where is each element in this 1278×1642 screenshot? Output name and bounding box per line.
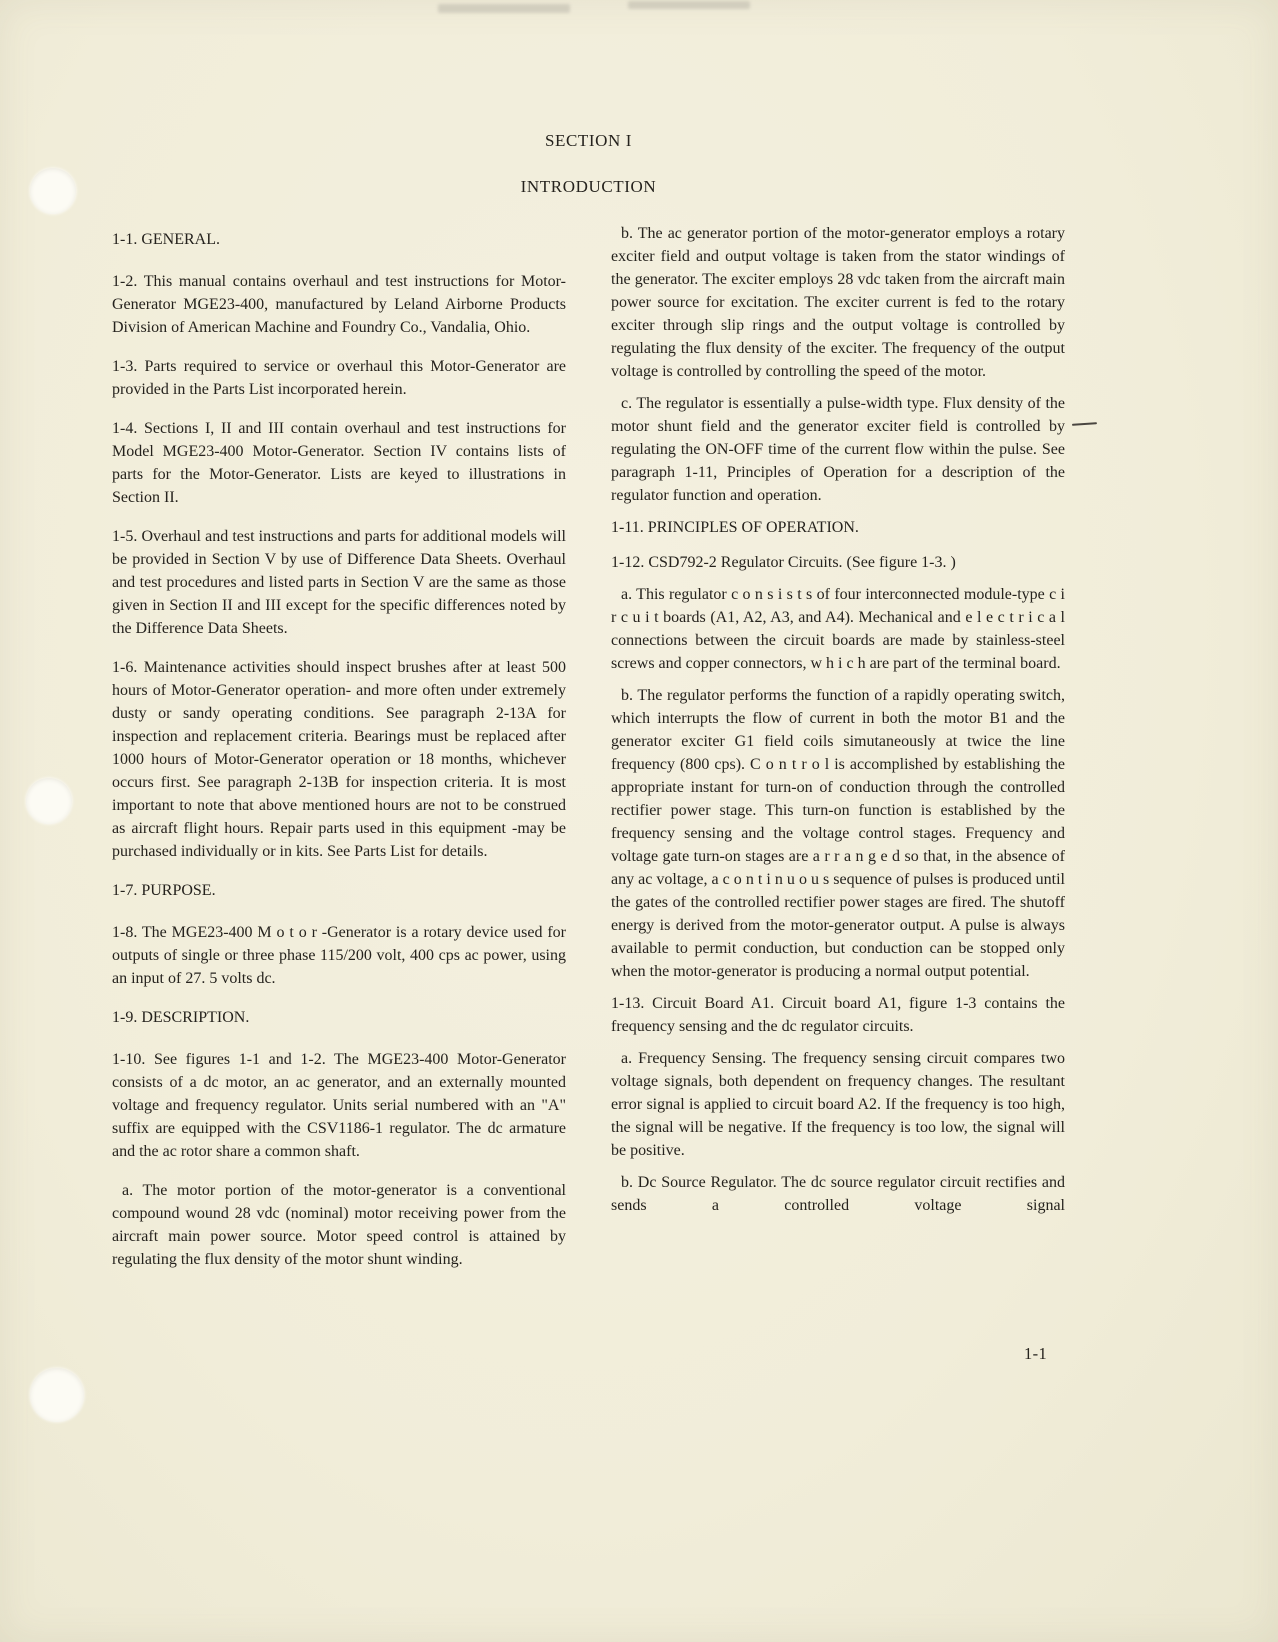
page-header — [112, 131, 1065, 197]
handwritten-dash-mark — [1072, 422, 1097, 426]
paragraph: b. The ac generator portion of the motor-generator employs a rotary exciter field and output voltage is taken from the stator windings of the generator. The exciter employs 28 vdc taken from the aircraft main power source for excitation. The exciter current is fed to the rotary exciter through slip rings and the output voltage is controlled by regulating the flux density of the exciter. The frequency of the output voltage is controlled by controlling the speed of the motor. — [611, 225, 1065, 380]
right-column — [611, 222, 1065, 1287]
paragraph: 1-10. See figures 1-1 and 1-2. The MGE23-400 Motor-Generator consists of a dc motor, an ac generator, and an externally mounted voltage and frequency regulator. Units serial numbered with an "A" suffix are equipped with the CSV1186-1 regulator. The dc armature and the ac rotor share a common shaft. — [112, 1051, 566, 1160]
paragraph: 1-8. The MGE23-400 M o t o r -Generator is a rotary device used for outputs of single or three phase 115/200 volt, 400 cps ac power, using an input of 27. 5 volts dc. — [112, 924, 566, 987]
paragraph: 1-4. Sections I, II and III contain overhaul and test instructions for Model MGE23-400 Motor-Generator. Section IV contains lists of parts for the Motor-Generator. Lists are keyed to illustrations in Section II. — [112, 420, 566, 506]
hole-punch — [30, 168, 76, 214]
left-column — [112, 222, 566, 1287]
paragraph: a. The motor portion of the motor-generator is a conventional compound wound 28 vdc (nominal) motor receiving power from the aircraft main power source. Motor speed control is attained by regulating the flux density of the motor shunt winding. — [112, 1182, 566, 1268]
paragraph: b. Dc Source Regulator. The dc source regulator circuit rectifies and sends a controlled voltage signal — [611, 1174, 1065, 1214]
paragraph: a. This regulator c o n s i s t s of four interconnected module-type c i r c u i t boards (A1, A2, A3, and A4). Mechanical and e l e c t r i c a l connections between the circuit boards are made by stainless-steel screws and copper connectors, w h i c h are part of the terminal board. — [611, 586, 1065, 672]
paragraph-heading: 1-9. DESCRIPTION. — [112, 1009, 250, 1026]
paragraph-heading: 1-11. PRINCIPLES OF OPERATION. — [611, 519, 859, 536]
scan-smudge — [628, 1, 750, 9]
content-columns — [112, 222, 1065, 1287]
paragraph: a. Frequency Sensing. The frequency sensing circuit compares two voltage signals, both dependent on frequency changes. The resultant error signal is applied to circuit board A2. If the frequency is too high, the signal will be negative. If the frequency is too low, the signal will be positive. — [611, 1050, 1065, 1159]
paragraph: b. The regulator performs the function of a rapidly operating switch, which interrupts the flow of current in both the motor B1 and the generator exciter G1 field coils simutaneously at twice the line frequency (800 cps). C o n t r o l is accomplished by establishing the appropriate instant for turn-on of conduction through the controlled rectifier power stage. This turn-on function is established by the frequency sensing and the voltage control stages. Frequency and voltage gate turn-on stages are a r r a n g e d so that, in the absence of any ac voltage, a c o n t i n u o u s sequence of pulses is produced until the gates of the controlled rectifier power stages are fired. The shutoff energy is derived from the motor-generator output. A pulse is always available to permit conduction, but conduction can be stopped only when the motor-generator is producing a normal output potential. — [611, 687, 1065, 980]
hole-punch — [30, 1368, 84, 1422]
paragraph: 1-3. Parts required to service or overhaul this Motor-Generator are provided in the Parts List incorporated herein. — [112, 358, 566, 398]
paragraph: 1-12. CSD792-2 Regulator Circuits. (See figure 1-3. ) — [611, 554, 956, 571]
paragraph-heading: 1-1. GENERAL. — [112, 231, 220, 248]
hole-punch — [26, 778, 72, 824]
paragraph: 1-5. Overhaul and test instructions and parts for additional models will be provided in Section V by use of Difference Data Sheets. Overhaul and test procedures and listed parts in Section V are the same as those given in Section II and III except for the specific differences noted by the Difference Data Sheets. — [112, 528, 566, 637]
page-number: 1-1 — [1024, 1344, 1048, 1363]
paragraph: 1-2. This manual contains overhaul and test instructions for Motor-Generator MGE23-400, manufactured by Leland Airborne Products Division of American Machine and Foundry Co., Vandalia, Ohio. — [112, 273, 566, 336]
section-title: SECTION I — [544, 131, 633, 150]
scan-smudge — [438, 4, 570, 13]
paragraph: c. The regulator is essentially a pulse-width type. Flux density of the motor shunt field and the generator exciter field is controlled by regulating the ON-OFF time of the current flow within the pulse. See paragraph 1-11, Principles of Operation for a description of the regulator function and operation. — [611, 395, 1065, 504]
page-title: INTRODUCTION — [520, 177, 657, 196]
paragraph: 1-13. Circuit Board A1. Circuit board A1, figure 1-3 contains the frequency sensing and the dc regulator circuits. — [611, 995, 1065, 1035]
paragraph-heading: 1-7. PURPOSE. — [112, 882, 216, 899]
paragraph: 1-6. Maintenance activities should inspect brushes after at least 500 hours of Motor-Generator operation- and more often under extremely dusty or sandy operating conditions. See paragraph 2-13A for inspection and replacement criteria. Bearings must be replaced after 1000 hours of Motor-Generator operation or 18 months, whichever occurs first. See paragraph 2-13B for inspection criteria. It is most important to note that above mentioned hours are not to be construed as aircraft flight hours. Repair parts used in this equipment -may be purchased individually or in kits. See Parts List for details. — [112, 659, 566, 860]
